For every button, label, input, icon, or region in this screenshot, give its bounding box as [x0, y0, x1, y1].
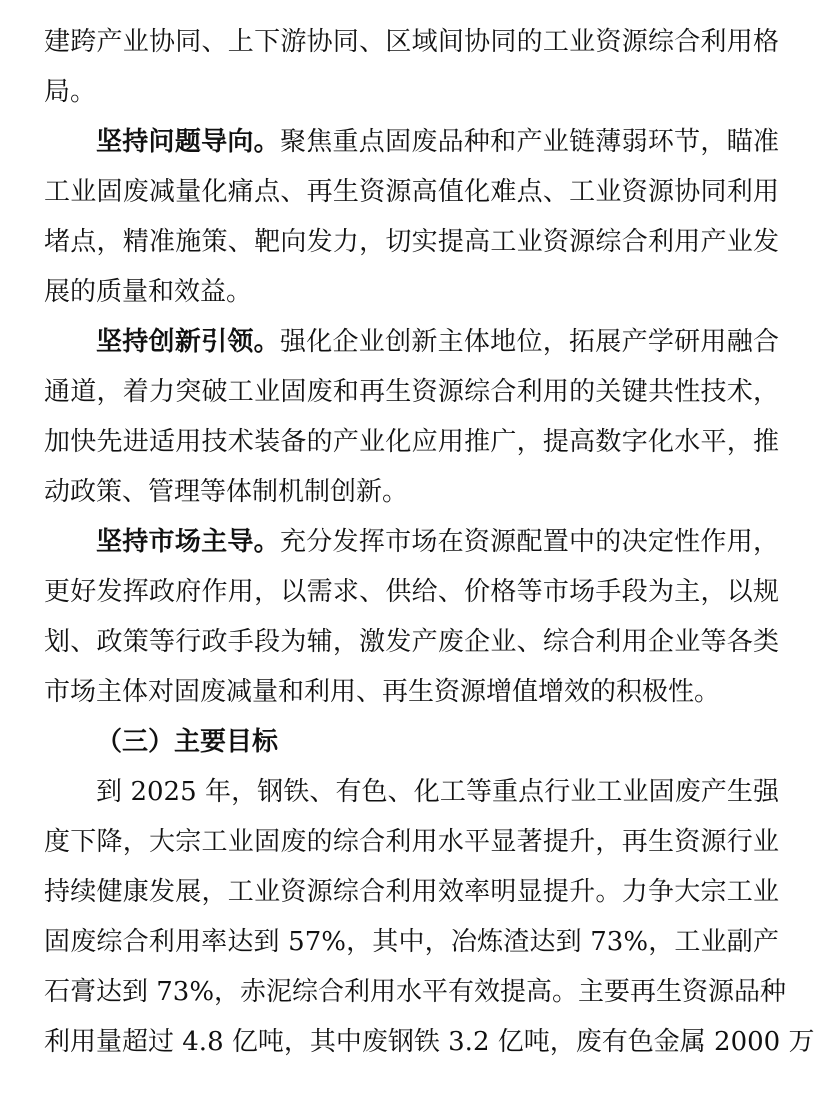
paragraph-text: 聚焦重点固废品种和产业链薄弱环节，瞄准 — [279, 127, 779, 157]
paragraph-line: 固废综合利用率达到 57%，其中，冶炼渣达到 73%，工业副产 — [44, 927, 779, 957]
paragraph-line: 堵点，精准施策、靶向发力，切实提高工业资源综合利用产业发 — [44, 227, 779, 257]
paragraph-line: 建跨产业协同、上下游协同、区域间协同的工业资源综合利用格 — [44, 27, 779, 57]
paragraph-line: 度下降，大宗工业固废的综合利用水平显著提升，再生资源行业 — [44, 827, 779, 857]
paragraph-lead: 坚持创新引领。 — [96, 327, 280, 357]
paragraph-line: 市场主体对固废减量和利用、再生资源增值增效的积极性。 — [44, 677, 721, 707]
paragraph-line: 石膏达到 73%，赤泥综合利用水平有效提高。主要再生资源品种 — [44, 977, 787, 1007]
section-heading: （三）主要目标 — [96, 727, 279, 757]
paragraph-lead: 坚持市场主导。 — [96, 527, 280, 557]
paragraph-lead: 坚持问题导向。 — [96, 127, 280, 157]
paragraph-first-line: 到 2025 年，钢铁、有色、化工等重点行业工业固废产生强 — [96, 777, 779, 807]
paragraph-first-line — [96, 325, 779, 359]
paragraph-line: 加快先进适用技术装备的产业化应用推广，提高数字化水平，推 — [44, 427, 779, 457]
paragraph-line: 更好发挥政府作用，以需求、供给、价格等市场手段为主，以规 — [44, 577, 779, 607]
paragraph-first-line — [96, 125, 779, 159]
paragraph-text: 强化企业创新主体地位，拓展产学研用融合 — [279, 327, 779, 357]
paragraph-text: 充分发挥市场在资源配置中的决定性作用， — [279, 527, 779, 557]
paragraph-line: 局。 — [44, 77, 97, 107]
paragraph-line: 通道，着力突破工业固废和再生资源综合利用的关键共性技术， — [44, 377, 779, 407]
paragraph-line: 持续健康发展，工业资源综合利用效率明显提升。力争大宗工业 — [44, 877, 779, 907]
paragraph-line: 展的质量和效益。 — [44, 277, 253, 307]
paragraph-line: 划、政策等行政手段为辅，激发产废企业、综合利用企业等各类 — [44, 627, 779, 657]
paragraph-line: 利用量超过 4.8 亿吨，其中废钢铁 3.2 亿吨，废有色金属 2000 万 — [44, 1027, 815, 1057]
paragraph-line: 工业固废减量化痛点、再生资源高值化难点、工业资源协同利用 — [44, 177, 779, 207]
paragraph-line: 动政策、管理等体制机制创新。 — [44, 477, 409, 507]
paragraph-first-line — [96, 525, 779, 559]
